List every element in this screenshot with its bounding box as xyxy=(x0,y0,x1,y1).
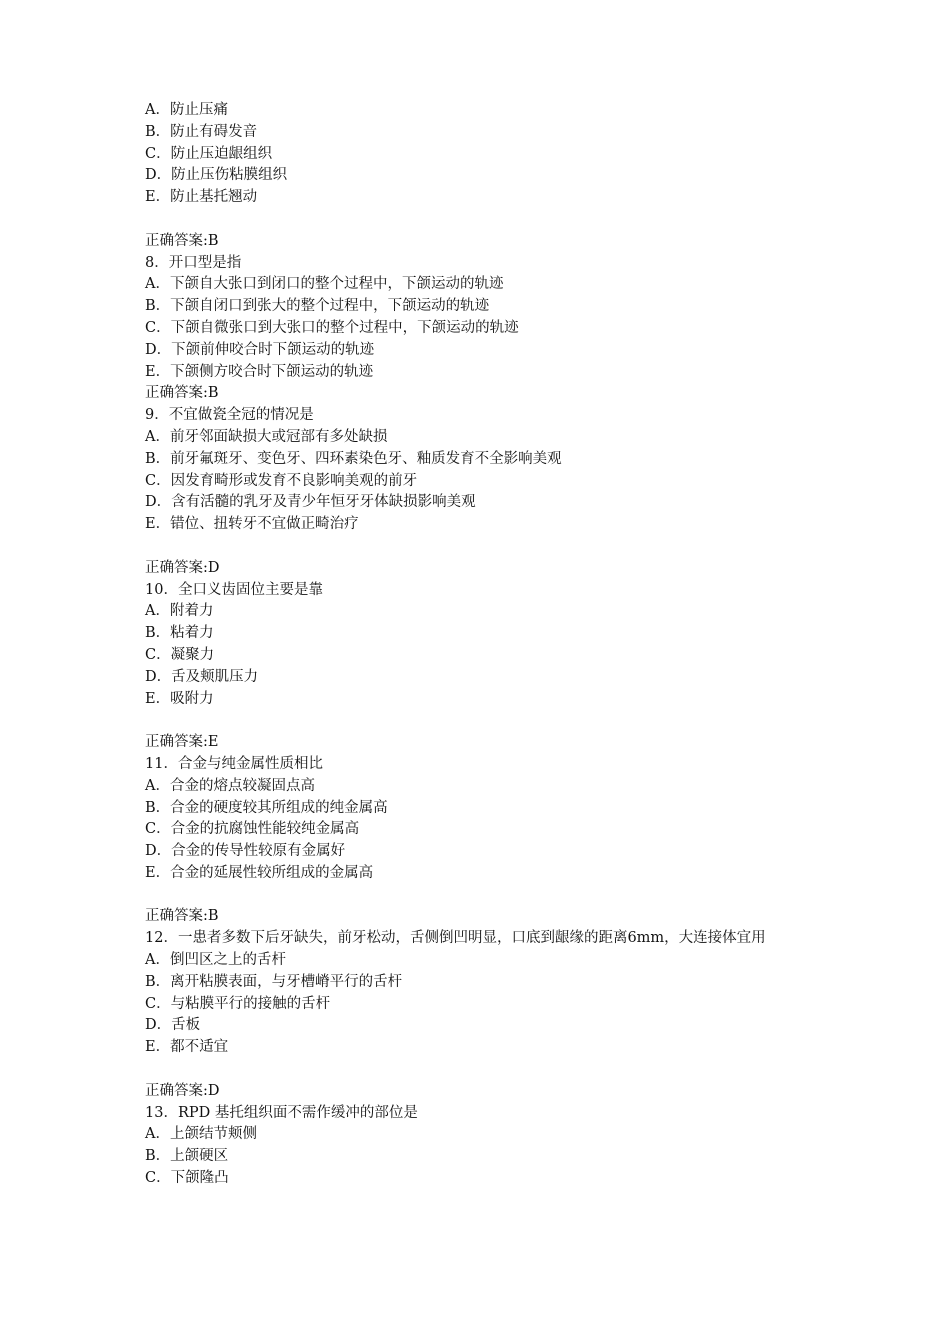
q10-option-b: B．粘着力 xyxy=(145,625,214,642)
q10-option-d: D．舌及颊肌压力 xyxy=(145,668,259,685)
q8-option-e: E．下颌侧方咬合时下颌运动的轨迹 xyxy=(145,363,374,380)
q9-option-c: C．因发育畸形或发育不良影响美观的前牙 xyxy=(145,472,418,489)
q8-option-a: A．下颌自大张口到闭口的整个过程中，下颌运动的轨迹 xyxy=(145,276,504,293)
q10-option-a: A．附着力 xyxy=(145,603,214,620)
q8-option-c: C．下颌自微张口到大张口的整个过程中，下颌运动的轨迹 xyxy=(145,319,519,336)
q7-option-a: A．防止压痛 xyxy=(145,102,228,118)
q8-option-d: D．下颌前伸咬合时下颌运动的轨迹 xyxy=(145,341,375,358)
spacer xyxy=(145,885,825,907)
q12-answer: 正确答案:D xyxy=(145,1082,220,1099)
q11-option-d: D．合金的传导性较原有金属好 xyxy=(145,843,346,860)
q11-option-e: E．合金的延展性较所组成的金属高 xyxy=(145,864,374,881)
q9-answer: 正确答案:D xyxy=(145,559,220,576)
q9-option-a: A．前牙邻面缺损大或冠部有多处缺损 xyxy=(145,428,388,445)
q13-option-c: C．下颌隆凸 xyxy=(145,1170,229,1187)
q7-option-c: C．防止压迫龈组织 xyxy=(145,145,273,162)
q8-stem: 8．开口型是指 xyxy=(145,254,242,271)
q10-option-c: C．凝聚力 xyxy=(145,646,215,663)
q12-option-d: D．舌板 xyxy=(145,1017,201,1034)
q13-option-b: B．上颌硬区 xyxy=(145,1148,229,1165)
spacer xyxy=(145,536,825,558)
q11-option-a: A．合金的熔点较凝固点高 xyxy=(145,777,315,794)
spacer xyxy=(145,209,825,231)
q9-option-b: B．前牙氟斑牙、变色牙、四环素染色牙、釉质发育不全影响美观 xyxy=(145,450,562,467)
q12-option-c: C．与粘膜平行的接触的舌杆 xyxy=(145,995,331,1012)
q10-stem: 10．全口义齿固位主要是靠 xyxy=(145,581,323,598)
spacer xyxy=(145,710,825,732)
q9-option-d: D．含有活髓的乳牙及青少年恒牙牙体缺损影响美观 xyxy=(145,494,476,511)
q11-answer: 正确答案:B xyxy=(145,908,219,925)
document-page xyxy=(145,100,825,1190)
q9-option-e: E．错位、扭转牙不宜做正畸治疗 xyxy=(145,516,359,533)
q7-option-b: B．防止有碍发音 xyxy=(145,123,258,140)
q13-stem: 13．RPD 基托组织面不需作缓冲的部位是 xyxy=(145,1104,418,1121)
q11-option-b: B．合金的硬度较其所组成的纯金属高 xyxy=(145,799,388,816)
q11-stem: 11．合金与纯金属性质相比 xyxy=(145,755,323,772)
q13-option-a: A．上颌结节颊侧 xyxy=(145,1126,257,1143)
q12-stem: 12．一患者多数下后牙缺失，前牙松动，舌侧倒凹明显，口底到龈缘的距离6mm，大连接体宜用 xyxy=(145,930,766,947)
q10-answer: 正确答案:E xyxy=(145,734,219,751)
q7-option-e: E．防止基托翘动 xyxy=(145,189,258,206)
q7-answer: 正确答案:B xyxy=(145,232,219,249)
q8-option-b: B．下颌自闭口到张大的整个过程中，下颌运动的轨迹 xyxy=(145,298,490,315)
q11-option-c: C．合金的抗腐蚀性能较纯金属高 xyxy=(145,821,360,838)
q8-answer: 正确答案:B xyxy=(145,385,219,402)
q9-stem: 9．不宜做瓷全冠的情况是 xyxy=(145,407,314,424)
spacer xyxy=(145,1059,825,1081)
q12-option-e: E．都不适宜 xyxy=(145,1039,229,1056)
q12-option-a: A．倒凹区之上的舌杆 xyxy=(145,952,286,969)
q7-option-d: D．防止压伤粘膜组织 xyxy=(145,167,288,184)
q12-option-b: B．离开粘膜表面，与牙槽嵴平行的舌杆 xyxy=(145,973,403,990)
q10-option-e: E．吸附力 xyxy=(145,690,214,707)
